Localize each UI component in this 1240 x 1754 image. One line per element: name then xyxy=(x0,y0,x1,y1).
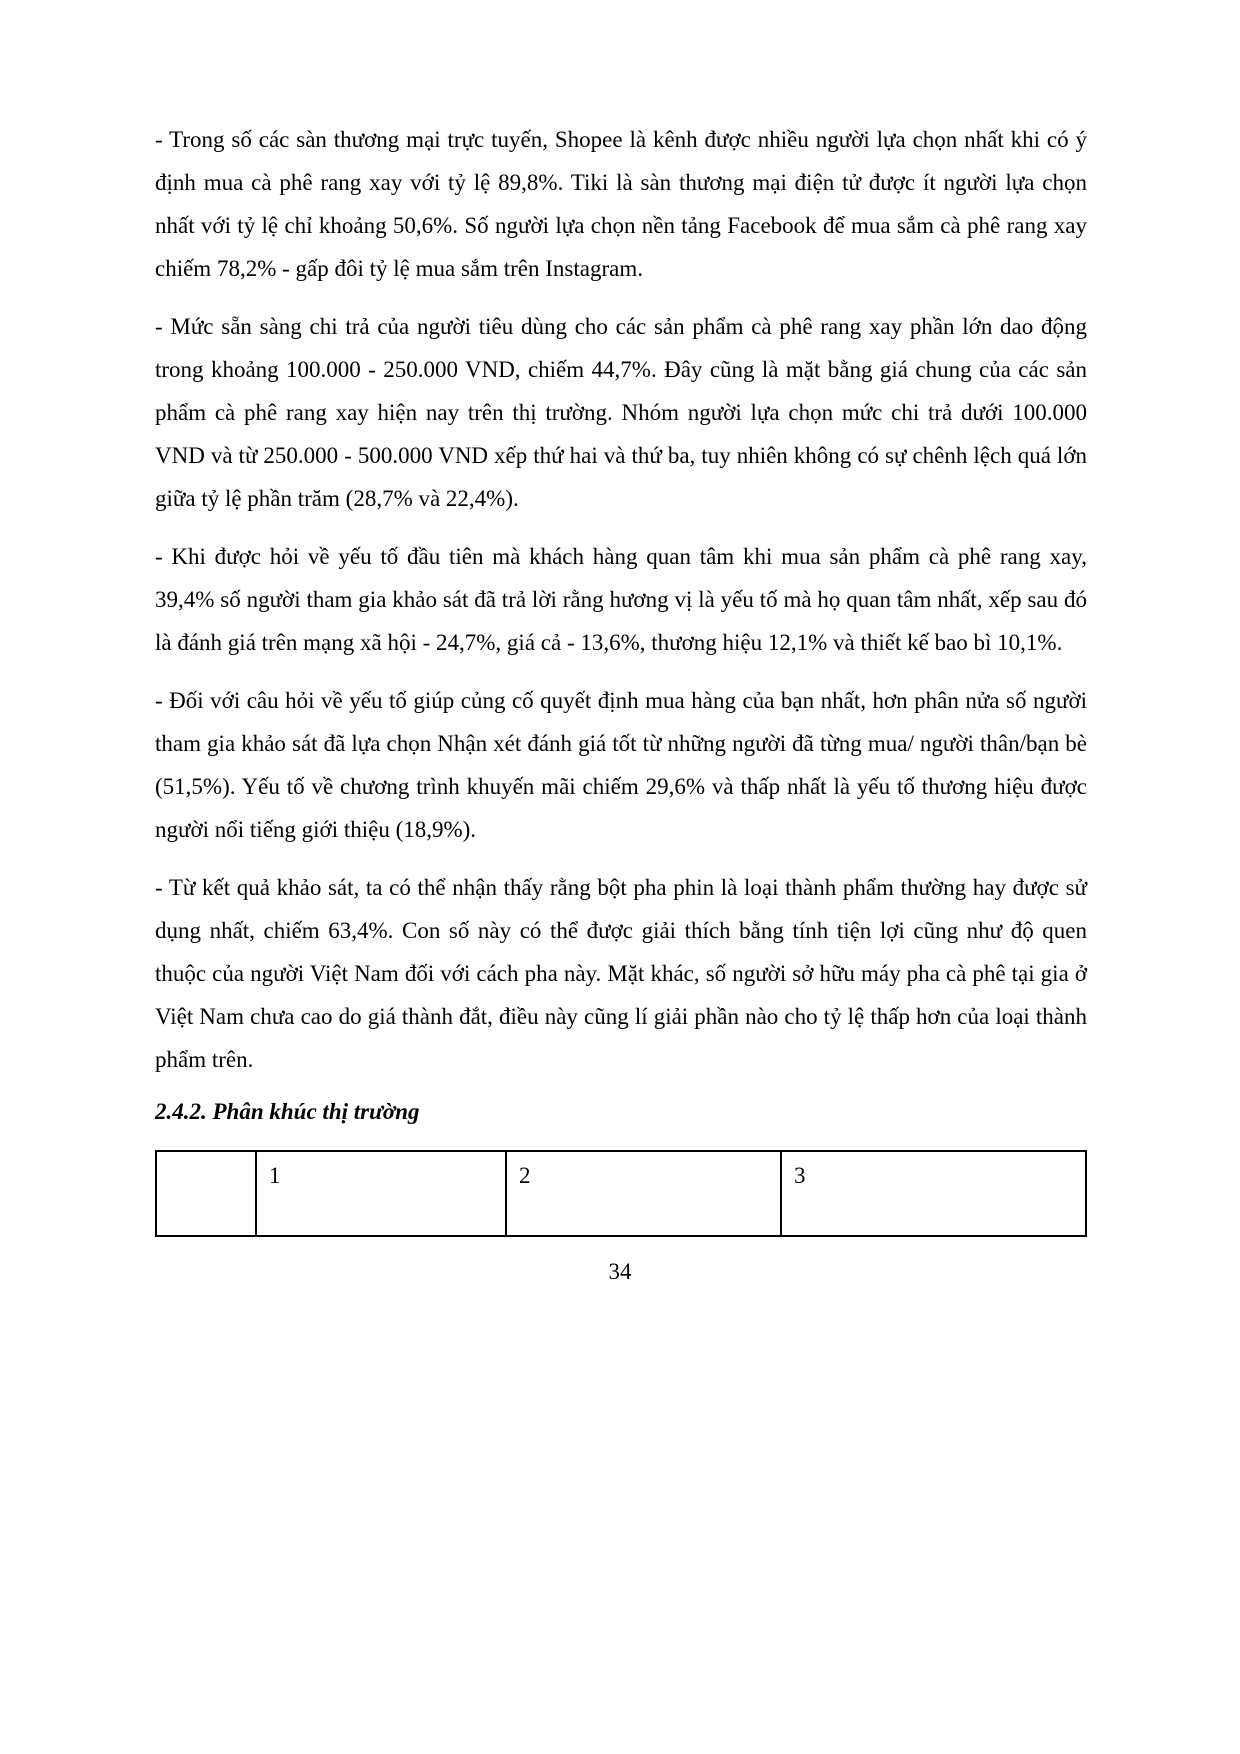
page-content xyxy=(155,118,1087,1285)
section-heading: 2.4.2. Phân khúc thị trường xyxy=(155,1099,420,1124)
table-row xyxy=(156,1151,1086,1236)
market-segment-table xyxy=(155,1150,1087,1237)
table-cell-2: 2 xyxy=(506,1151,781,1236)
table-cell-3: 3 xyxy=(781,1151,1086,1236)
paragraph-phin-filter: - Từ kết quả khảo sát, ta có thể nhận thấy rằng bột pha phin là loại thành phẩm thường hay được sử dụng nhất, chiếm 63,4%. Con số này có thể được giải thích bằng tính tiện lợi cũng như độ quen thuộc của người Việt Nam đối với cách pha này. Mặt khác, số người sở hữu máy pha cà phê tại gia ở Việt Nam chưa cao do giá thành đắt, điều này cũng lí giải phần nào cho tỷ lệ thấp hơn của loại thành phẩm trên. xyxy=(155,875,1087,1072)
paragraph-first-factor: - Khi được hỏi về yếu tố đầu tiên mà khách hàng quan tâm khi mua sản phẩm cà phê rang xay, 39,4% số người tham gia khảo sát đã trả lời rằng hương vị là yếu tố mà họ quan tâm nhất, xếp sau đó là đánh giá trên mạng xã hội - 24,7%, giá cả - 13,6%, thương hiệu 12,1% và thiết kế bao bì 10,1%. xyxy=(155,544,1087,655)
table-cell-1: 1 xyxy=(256,1151,506,1236)
table-cell-empty xyxy=(156,1151,256,1236)
page-number: 34 xyxy=(608,1259,632,1284)
paragraph-purchase-decision: - Đối với câu hỏi về yếu tố giúp củng cố quyết định mua hàng của bạn nhất, hơn phân nửa số người tham gia khảo sát đã lựa chọn Nhận xét đánh giá tốt từ những người đã từng mua/ người thân/bạn bè (51,5%). Yếu tố về chương trình khuyến mãi chiếm 29,6% và thấp nhất là yếu tố thương hiệu được người nổi tiếng giới thiệu (18,9%). xyxy=(155,688,1087,842)
paragraph-shopee-stats: - Trong số các sàn thương mại trực tuyến, Shopee là kênh được nhiều người lựa chọn nhất khi có ý định mua cà phê rang xay với tỷ lệ 89,8%. Tiki là sàn thương mại điện tử được ít người lựa chọn nhất với tỷ lệ chỉ khoảng 50,6%. Số người lựa chọn nền tảng Facebook để mua sắm cà phê rang xay chiếm 78,2% - gấp đôi tỷ lệ mua sắm trên Instagram. xyxy=(155,127,1087,281)
paragraph-price-willingness: - Mức sẵn sàng chi trả của người tiêu dùng cho các sản phẩm cà phê rang xay phần lớn dao động trong khoảng 100.000 - 250.000 VND, chiếm 44,7%. Đây cũng là mặt bằng giá chung của các sản phẩm cà phê rang xay hiện nay trên thị trường. Nhóm người lựa chọn mức chi trả dưới 100.000 VND và từ 250.000 - 500.000 VND xếp thứ hai và thứ ba, tuy nhiên không có sự chênh lệch quá lớn giữa tỷ lệ phần trăm (28,7% và 22,4%). xyxy=(155,314,1087,511)
